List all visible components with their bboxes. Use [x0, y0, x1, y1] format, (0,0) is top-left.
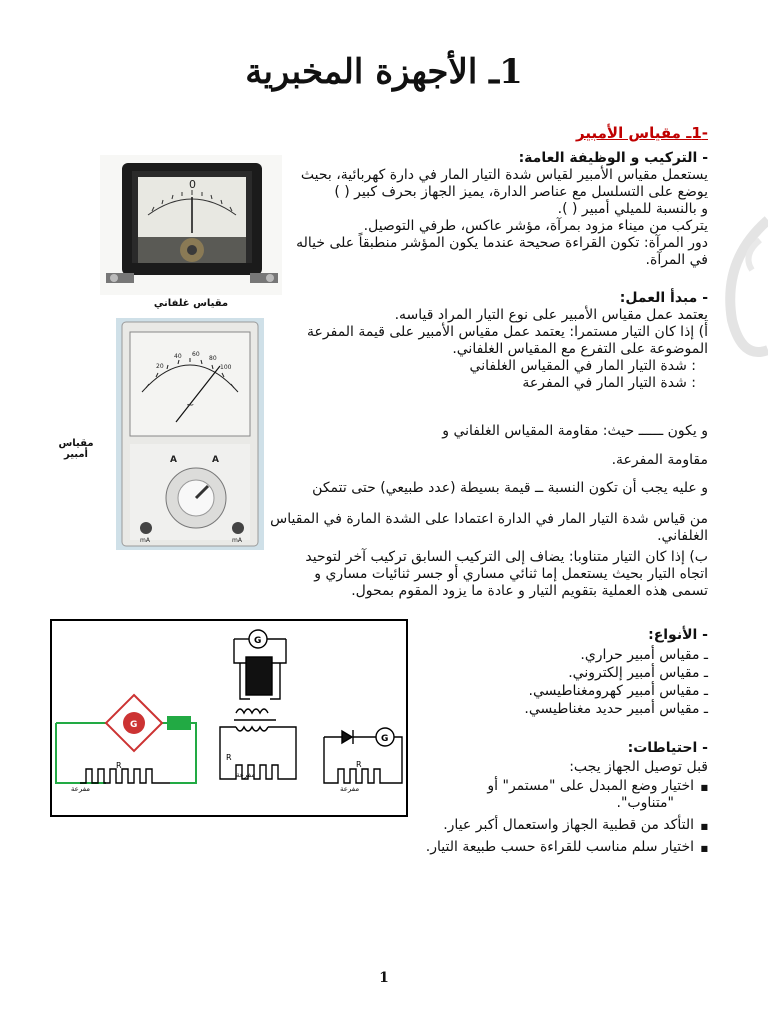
principle-line: يعتمد عمل مقياس الأمبير على نوع التيار المراد قياسه. — [394, 307, 708, 323]
scale-label: 60 — [192, 351, 200, 358]
precautions-list — [426, 778, 708, 856]
ratio-line: و عليه يجب أن تكون النسبة ــ قيمة بسيطة (عدد طبيعي) حتى تتمكن — [312, 480, 708, 496]
measure-line: من قياس شدة التيار المار في الدارة اعتمادا على الشدة المارة في المقياس — [270, 511, 708, 527]
page-title: 1ـ الأجهزة المخبرية — [245, 52, 523, 92]
precaution-item: ■ اختيار وضع المبدل على "مستمر" أو — [426, 778, 708, 795]
where-line: و يكون ــــــ حيث: مقاومة المقياس الغلفاني و — [442, 423, 708, 439]
page-number: 1 — [379, 970, 389, 986]
precaution-item: ■ اختيار سلم مناسب للقراءة حسب طبيعة التيار. — [426, 839, 708, 856]
type-item: ـ مقياس أمبير إلكتروني. — [568, 665, 708, 681]
ammeter-caption-line: مقياس — [58, 438, 94, 449]
measure-paragraph — [268, 511, 708, 545]
r-label: R — [226, 753, 232, 762]
principle-line: الموضوعة على التفرع مع المقياس الغلفاني. — [452, 341, 708, 357]
principle-heading: - مبدأ العمل: — [619, 290, 708, 306]
meter-tilde: ~ — [186, 400, 195, 411]
decorative-arc — [712, 200, 768, 370]
right-galv-label: G — [381, 734, 389, 744]
principle-paragraph — [288, 307, 708, 392]
galv-zero-label: 0 — [189, 178, 196, 191]
unit-a-label: A — [212, 455, 219, 465]
shunt-resistance-line: مقاومة المفرعة. — [611, 452, 708, 468]
ac-line: تسمى هذه العملية بتقويم التيار و عادة ما يزود المقوم بمحول. — [351, 583, 708, 599]
scale-label: 100 — [220, 364, 232, 371]
structure-line: يتركب من ميناء مزود بمرآة، مؤشر عاكس، طرفي التوصيل. — [363, 218, 708, 234]
middle-galv-label: G — [254, 636, 262, 646]
type-item: ـ مقياس أمبير حراري. — [580, 647, 708, 663]
precaution-item: ■ التأكد من قطبية الجهاز واستعمال أكبر عيار. — [426, 817, 708, 834]
shunt-label: مفرعة — [70, 785, 90, 793]
bridge-galv-label: G — [130, 720, 138, 730]
structure-heading: - التركيب و الوظيفة العامة: — [518, 150, 708, 166]
rectifier-circuit-diagram — [50, 619, 408, 817]
types-list — [524, 646, 708, 718]
galvanometer-caption: مقياس غلفاني — [153, 298, 229, 309]
ammeter-photo — [116, 318, 264, 550]
structure-line: في المرآة. — [645, 252, 708, 268]
unit-ma-label: mA — [140, 537, 150, 544]
ac-paragraph — [268, 549, 708, 600]
structure-line: يستعمل مقياس الأمبير لقياس شدة التيار المار في دارة كهربائية، بحيث — [300, 167, 708, 183]
scale-label: 20 — [156, 363, 164, 370]
type-item: ـ مقياس أمبير كهرومغناطيسي. — [528, 683, 708, 699]
section-title: -1ـ مقياس الأمبير — [576, 124, 708, 142]
shunt-label: مفرعة — [236, 771, 256, 779]
structure-paragraph — [296, 167, 708, 269]
principle-line: : شدة التيار المار في المفرعة — [522, 375, 696, 391]
types-heading: - الأنواع: — [648, 627, 708, 643]
principle-line: أ) إذا كان التيار مستمرا: يعتمد عمل مقياس الأمبير على قيمة المفرعة — [307, 324, 708, 340]
precautions-heading: - احتياطات: — [627, 740, 708, 756]
precautions-intro: قبل توصيل الجهاز يجب: — [569, 759, 708, 775]
ammeter-caption-line: أمبير — [63, 449, 88, 460]
structure-line: يوضع على التسلسل مع عناصر الدارة، يميز الجهاز بحرف كبير ( ) — [334, 184, 708, 200]
measure-line: الغلفاني. — [657, 528, 708, 544]
unit-a-label: A — [170, 455, 177, 465]
galvanometer-photo — [100, 155, 282, 295]
principle-line: : شدة التيار المار في المقياس الغلفاني — [469, 358, 696, 374]
unit-ma-label: mA — [232, 537, 242, 544]
shunt-label: مفرعة — [340, 785, 360, 793]
r-label: R — [116, 761, 122, 770]
structure-line: دور المرآة: تكون القراءة صحيحة عندما يكون المؤشر منطبقاً على خياله — [296, 235, 708, 251]
type-item: ـ مقياس أمبير حديد مغناطيسي. — [524, 701, 708, 717]
scale-label: 80 — [209, 355, 217, 362]
structure-line: و بالنسبة للميلي أمبير ( ). — [557, 201, 708, 217]
ac-line: ب) إذا كان التيار متناوبا: يضاف إلى التركيب السابق تركيب آخر لتوحيد — [305, 549, 708, 565]
ammeter-caption — [54, 438, 98, 460]
ac-line: اتجاه التيار بحيث يستعمل إما ثنائي مساري أو جسر ثنائيات مساري و — [314, 566, 708, 582]
scale-label: 40 — [174, 353, 182, 360]
r-label: R — [356, 760, 362, 769]
precaution-item-cont: "متناوب". — [616, 795, 674, 811]
